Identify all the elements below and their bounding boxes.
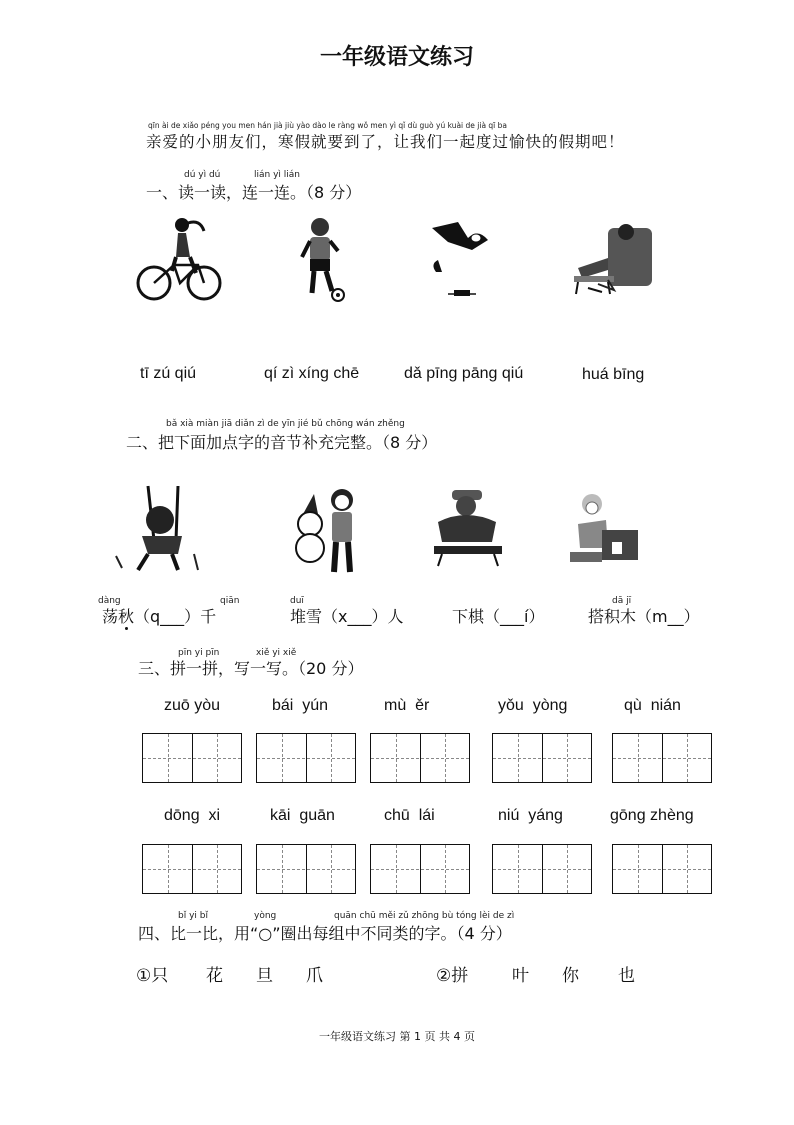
q4-group1-char2[interactable]: 花 (206, 966, 223, 986)
q4-pinyin-3: quān chū měi zǔ zhōng bù tóng lèi de zì (334, 911, 515, 921)
q3-row2-4: niú yáng (498, 807, 563, 824)
intro-pinyin: qīn ài de xiǎo péng you men hán jià jiù yào dào le ràng wǒ men yì qǐ dù guò yú kuài de jià qī ba (148, 121, 508, 130)
q2-item-1 (102, 604, 216, 627)
writing-box[interactable] (142, 844, 242, 894)
q1-title: 一、读一读，连一连。（8 分） (146, 183, 362, 202)
ice-skating-image (568, 218, 658, 298)
q2-item-4-blank[interactable]: m__ (652, 607, 684, 626)
writing-box[interactable] (492, 733, 592, 783)
writing-box[interactable] (612, 844, 712, 894)
q3-row1-1: zuō yòu (164, 697, 221, 714)
q2-item-4 (588, 604, 700, 627)
page-title: 一年级语文练习 (319, 45, 474, 70)
writing-box[interactable] (492, 844, 592, 894)
swing-image (108, 484, 202, 576)
snowman-image (292, 486, 364, 576)
q4-pinyin-2: yòng (254, 911, 277, 921)
q4-group2-char4[interactable]: 也 (618, 966, 635, 986)
q3-row2-2: kāi guān (270, 807, 335, 824)
q2-item-2-text-b: ）人 (371, 607, 404, 626)
q2-item-1-blank[interactable]: q___ (150, 607, 185, 626)
q1-option-3: dǎ pīng pāng qiú (404, 365, 524, 382)
q3-title: 三、拼一拼，写一写。（20 分） (138, 659, 364, 678)
q4-group1-char3[interactable]: 旦 (256, 966, 273, 986)
q2-item-4-pinyin-1: dā jī (612, 596, 632, 606)
q4-group1-char4[interactable]: 爪 (306, 966, 323, 986)
q2-item-4-text-a: 搭积木（ (588, 607, 653, 626)
q4-title: 四、比一比，用“○”圈出每组中不同类的字。（4 分） (138, 924, 512, 943)
building-blocks-image (568, 490, 648, 572)
q2-item-2 (290, 604, 404, 627)
ping-pong-image (428, 218, 492, 302)
q2-item-2-text-a: 堆雪（ (290, 607, 339, 626)
q2-item-2-pinyin-1: duī (290, 596, 304, 606)
writing-box[interactable] (612, 733, 712, 783)
q3-row1-3: mù ěr (384, 697, 430, 714)
q2-item-1-text-b: ）千 (184, 607, 217, 626)
page-footer: 一年级语文练习 第 1 页 共 4 页 (319, 1030, 475, 1043)
writing-box[interactable] (142, 733, 242, 783)
q4-group2-char1[interactable]: ②拼 (436, 966, 469, 986)
q1-option-2: qí zì xíng chē (264, 365, 360, 382)
q1-option-4: huá bīng (582, 366, 645, 383)
bicycle-riding-image (136, 215, 224, 305)
q1-pinyin-2: lián yì lián (254, 170, 300, 180)
q4-group2-char2[interactable]: 叶 (512, 966, 529, 986)
q3-row2-3: chū lái (384, 807, 435, 824)
q2-item-1-text-a: 荡秋（ (102, 607, 151, 626)
q3-row2-5: gōng zhèng (610, 807, 694, 824)
q3-pinyin-2: xiě yi xiě (256, 648, 297, 658)
q3-row1-4: yǒu yòng (498, 697, 568, 714)
q1-pinyin-1: dú yì dú (184, 170, 221, 180)
q3-row1-5: qù nián (624, 697, 681, 714)
q3-row2-1: dōng xi (164, 807, 221, 824)
q1-option-1: tī zú qiú (140, 365, 197, 382)
writing-box[interactable] (256, 844, 356, 894)
q2-item-2-blank[interactable]: x___ (338, 607, 372, 626)
q2-title: 二、把下面加点字的音节补充完整。（8 分） (126, 433, 438, 452)
q2-item-3-text-b: ） (528, 607, 545, 626)
q2-pinyin: bǎ xià miàn jiā diǎn zì de yīn jié bǔ chōng wán zhěng (166, 419, 405, 429)
writing-box[interactable] (370, 733, 470, 783)
chess-playing-image (432, 486, 504, 568)
q2-item-3-blank[interactable]: ___í (500, 607, 529, 626)
q2-item-4-text-b: ） (683, 607, 700, 626)
q3-row1-2: bái yún (272, 697, 329, 714)
writing-box[interactable] (256, 733, 356, 783)
q4-group2-char3[interactable]: 你 (562, 966, 579, 986)
q2-item-1-pinyin-1: dàng (98, 596, 121, 606)
writing-box[interactable] (370, 844, 470, 894)
q4-pinyin-1: bǐ yi bǐ (178, 911, 208, 921)
q2-item-3 (452, 604, 544, 627)
football-kicking-image (298, 215, 348, 305)
q4-group1-char1[interactable]: ①只 (136, 966, 169, 986)
intro-text: 亲爱的小朋友们，寒假就要到了，让我们一起度过愉快的假期吧！ (146, 133, 625, 151)
q2-item-3-text-a: 下棋（ (452, 607, 501, 626)
q2-item-1-pinyin-2: qiān (220, 596, 240, 606)
q3-pinyin-1: pīn yi pīn (178, 648, 220, 658)
